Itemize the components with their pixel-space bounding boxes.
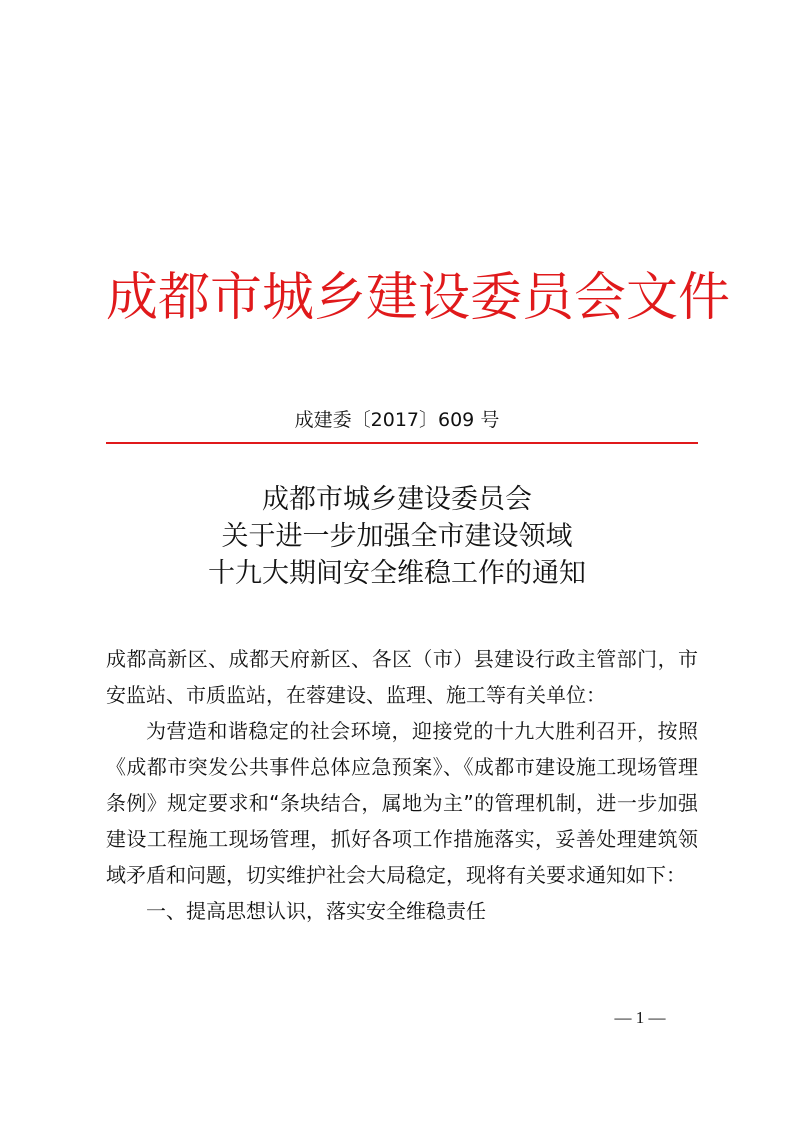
- notice-title-line: 成都市城乡建设委员会: [262, 484, 532, 515]
- notice-title-line: 十九大期间安全维稳工作的通知: [208, 558, 586, 589]
- document-number: 成建委〔2017〕609 号: [294, 409, 500, 431]
- red-divider-line: [106, 442, 698, 444]
- notice-title: [0, 481, 794, 592]
- addressee-paragraph: 成都高新区、成都天府新区、各区（市）县建设行政主管部门，市安监站、市质监站，在蓉建设、监理、施工等有关单位：: [106, 647, 698, 707]
- page-number: — 1 —: [614, 1008, 666, 1027]
- document-body: [106, 641, 698, 929]
- section-heading-1: 一、提高思想认识，落实安全维稳责任: [146, 899, 486, 923]
- issuer-header-title: 成都市城乡建设委员会文件: [106, 268, 731, 328]
- intro-paragraph: 为营造和谐稳定的社会环境，迎接党的十九大胜利召开，按照《成都市突发公共事件总体应急预案》、《成都市建设施工现场管理条例》规定要求和“条块结合，属地为主”的管理机制，进一步加强建设工程施工现场管理，抓好各项工作措施落实，妥善处理建筑领域矛盾和问题，切实维护社会大局稳定，现将有关要求通知如下：: [106, 719, 698, 887]
- notice-title-line: 关于进一步加强全市建设领域: [221, 521, 573, 552]
